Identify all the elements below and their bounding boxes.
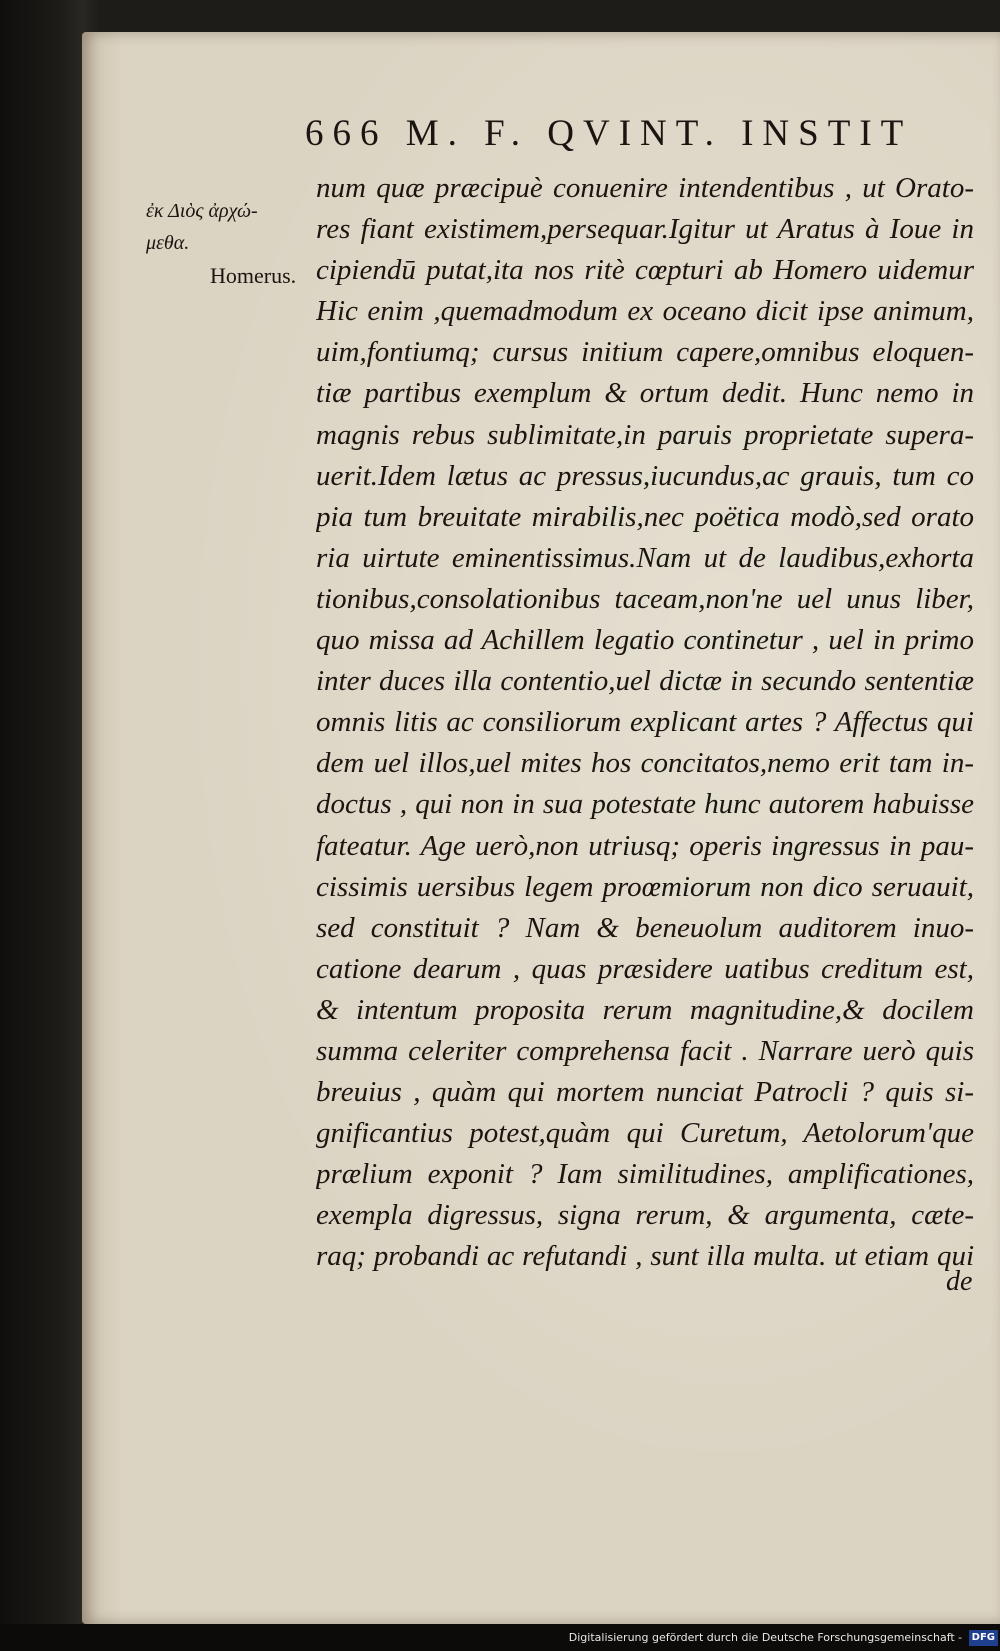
text-line: inter duces illa contentio,uel dictæ in secundo sententiæ xyxy=(316,665,974,698)
dfg-logo-icon: DFG xyxy=(969,1630,998,1646)
running-head: 666 M. F. QVINT. INSTIT xyxy=(305,113,913,154)
text-line: omnis litis ac consiliorum explicant artes ? Affectus qui xyxy=(316,706,974,739)
dfg-credit xyxy=(569,1629,998,1647)
catchword: de xyxy=(946,1266,973,1297)
body-text xyxy=(316,168,974,1278)
text-line: tiæ partibus exemplum & ortum dedit. Hunc nemo in xyxy=(316,377,974,410)
text-line: & intentum proposita rerum magnitudine,& docilem xyxy=(316,993,974,1026)
text-line: cipiendū putat,ita nos ritè cœpturi ab Homero uidemur xyxy=(316,254,974,287)
text-line: Hic enim ,quemadmodum ex oceano dicit ipse animum, xyxy=(316,295,974,328)
text-line: ria uirtute eminentissimus.Nam ut de laudibus,exhorta xyxy=(316,541,974,574)
margin-note-greek-1: ἐκ Διὸς ἀρχώ- xyxy=(146,200,258,222)
text-line: prælium exponit ? Iam similitudines, amplificationes, xyxy=(316,1158,974,1191)
text-line: num quæ præcipuè conuenire intendentibus , ut Orato- xyxy=(316,172,974,204)
text-line: raq; probandi ac refutandi , sunt illa multa. ut etiam qui xyxy=(316,1240,974,1273)
text-line: tionibus,consolationibus taceam,non'ne uel unus liber, xyxy=(316,582,974,615)
margin-note-homerus: Homerus. xyxy=(210,263,297,288)
dfg-credit-text: Digitalisierung gefördert durch die Deutsche Forschungsgemeinschaft - xyxy=(568,1631,963,1644)
text-line: quo missa ad Achillem legatio continetur , uel in primo xyxy=(316,624,974,657)
text-line: gnificantius potest,quàm qui Curetum, Aetolorum'que xyxy=(316,1117,974,1150)
text-line: fateatur. Age uerò,non utriusq; operis ingressus in pau- xyxy=(316,829,974,862)
margin-note-greek-2: μεθα. xyxy=(146,232,190,254)
text-line: sed constituit ? Nam & beneuolum auditorem inuo- xyxy=(316,911,974,944)
text-line: res fiant existimem,persequar.Igitur ut Aratus à Ioue in xyxy=(316,213,974,246)
text-line: magnis rebus sublimitate,in paruis proprietate supera- xyxy=(316,418,974,451)
text-line: pia tum breuitate mirabilis,nec poëtica modò,sed orato xyxy=(316,500,974,533)
text-line: doctus , qui non in sua potestate hunc autorem habuisse xyxy=(316,788,974,821)
footer-bar xyxy=(0,1624,1000,1651)
text-line: uerit.Idem lætus ac pressus,iucundus,ac grauis, tum co xyxy=(316,459,974,492)
text-line: exempla digressus, signa rerum, & argumenta, cæte- xyxy=(316,1199,974,1232)
text-line: dem uel illos,uel mites hos concitatos,nemo erit tam in- xyxy=(316,747,974,780)
text-line: catione dearum , quas præsidere uatibus creditum est, xyxy=(316,952,974,985)
text-line: summa celeriter comprehensa facit . Narrare uerò quis xyxy=(316,1034,974,1067)
text-line: cissimis uersibus legem proœmiorum non dico seruauit, xyxy=(316,870,974,903)
text-line: uim,fontiumq; cursus initium capere,omnibus eloquen- xyxy=(316,336,974,369)
text-line: breuius , quàm qui mortem nunciat Patrocli ? quis si- xyxy=(316,1076,974,1109)
